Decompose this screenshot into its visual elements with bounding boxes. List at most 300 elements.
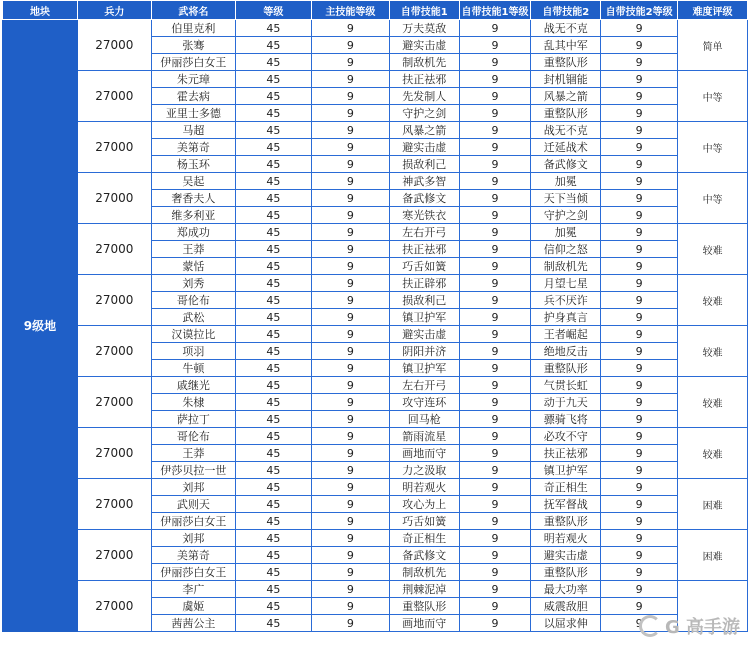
main-skill-level-cell: 9 (311, 139, 389, 156)
main-skill-level-cell: 9 (311, 275, 389, 292)
skill2-level-cell: 9 (601, 394, 678, 411)
level-cell: 45 (235, 258, 311, 275)
main-skill-level-cell: 9 (311, 445, 389, 462)
main-skill-level-cell: 9 (311, 37, 389, 54)
main-skill-level-cell: 9 (311, 224, 389, 241)
general-name-cell: 汉谟拉比 (151, 326, 235, 343)
table-row (3, 428, 748, 445)
skill2-cell: 月望七星 (531, 275, 601, 292)
general-name-cell: 王莽 (151, 445, 235, 462)
skill2-level-cell: 9 (601, 37, 678, 54)
general-name-cell: 武则天 (151, 496, 235, 513)
general-name-cell: 张骞 (151, 37, 235, 54)
skill1-level-cell: 9 (459, 530, 531, 547)
col-header: 自带技能2等级 (601, 1, 678, 20)
level-cell: 45 (235, 496, 311, 513)
col-header: 主技能等级 (311, 1, 389, 20)
troops-cell: 27000 (77, 326, 151, 377)
skill1-level-cell: 9 (459, 224, 531, 241)
skill2-level-cell: 9 (601, 564, 678, 581)
difficulty-cell: 困难 (678, 530, 748, 581)
skill2-level-cell: 9 (601, 71, 678, 88)
skill2-level-cell: 9 (601, 360, 678, 377)
skill2-cell: 天下当倾 (531, 190, 601, 207)
skill1-cell: 损敌利己 (389, 156, 459, 173)
skill1-level-cell: 9 (459, 360, 531, 377)
watermark-text: G 高手游 (664, 617, 740, 638)
level-cell: 45 (235, 37, 311, 54)
skill1-cell: 镇卫护军 (389, 360, 459, 377)
troops-cell: 27000 (77, 71, 151, 122)
level-cell: 45 (235, 173, 311, 190)
skill1-cell: 风暴之箭 (389, 122, 459, 139)
skill1-level-cell: 9 (459, 479, 531, 496)
general-name-cell: 杨玉环 (151, 156, 235, 173)
level-cell: 45 (235, 564, 311, 581)
skill1-level-cell: 9 (459, 37, 531, 54)
skill1-level-cell: 9 (459, 513, 531, 530)
main-skill-level-cell: 9 (311, 598, 389, 615)
skill1-level-cell: 9 (459, 394, 531, 411)
skill1-cell: 阴阳并济 (389, 343, 459, 360)
main-skill-level-cell: 9 (311, 190, 389, 207)
skill1-level-cell: 9 (459, 598, 531, 615)
skill2-cell: 战无不克 (531, 20, 601, 37)
difficulty-cell: 简单 (678, 20, 748, 71)
skill2-cell: 气贯长虹 (531, 377, 601, 394)
level-cell: 45 (235, 343, 311, 360)
level-cell: 45 (235, 394, 311, 411)
main-skill-level-cell: 9 (311, 258, 389, 275)
skill1-cell: 左右开弓 (389, 224, 459, 241)
skill1-level-cell: 9 (459, 581, 531, 598)
level-cell: 45 (235, 241, 311, 258)
level-cell: 45 (235, 207, 311, 224)
skill1-level-cell: 9 (459, 190, 531, 207)
skill2-level-cell: 9 (601, 326, 678, 343)
main-skill-level-cell: 9 (311, 479, 389, 496)
skill2-cell: 必攻不守 (531, 428, 601, 445)
skill1-cell: 备武修文 (389, 190, 459, 207)
skill2-cell: 动于九天 (531, 394, 601, 411)
skill2-cell: 战无不克 (531, 122, 601, 139)
difficulty-cell: 中等 (678, 122, 748, 173)
difficulty-cell: 较难 (678, 377, 748, 428)
skill2-cell: 骠骑飞将 (531, 411, 601, 428)
skill2-level-cell: 9 (601, 343, 678, 360)
general-name-cell: 牛顿 (151, 360, 235, 377)
level-cell: 45 (235, 122, 311, 139)
skill1-cell: 扶正祛邪 (389, 71, 459, 88)
main-skill-level-cell: 9 (311, 377, 389, 394)
difficulty-cell: 较难 (678, 275, 748, 326)
skill2-cell: 明若观火 (531, 530, 601, 547)
skill1-level-cell: 9 (459, 615, 531, 632)
skill1-cell: 守护之剑 (389, 105, 459, 122)
main-skill-level-cell: 9 (311, 241, 389, 258)
skill2-cell: 加冕 (531, 173, 601, 190)
general-name-cell: 萨拉丁 (151, 411, 235, 428)
skill1-cell: 制敌机先 (389, 564, 459, 581)
level-cell: 45 (235, 377, 311, 394)
main-skill-level-cell: 9 (311, 156, 389, 173)
col-header: 武将名 (151, 1, 235, 20)
skill2-cell: 封机锢能 (531, 71, 601, 88)
skill1-cell: 制敌机先 (389, 54, 459, 71)
region-cell: 9级地 (3, 20, 78, 632)
skill2-level-cell: 9 (601, 190, 678, 207)
level-cell: 45 (235, 20, 311, 37)
general-name-cell: 吴起 (151, 173, 235, 190)
skill2-level-cell: 9 (601, 462, 678, 479)
skill2-level-cell: 9 (601, 598, 678, 615)
skill1-cell: 画地而守 (389, 615, 459, 632)
general-name-cell: 伊丽莎白女王 (151, 564, 235, 581)
general-name-cell: 项羽 (151, 343, 235, 360)
level-cell: 45 (235, 598, 311, 615)
skill2-cell: 以屈求伸 (531, 615, 601, 632)
skill2-cell: 备武修文 (531, 156, 601, 173)
skill1-level-cell: 9 (459, 71, 531, 88)
skill1-level-cell: 9 (459, 88, 531, 105)
skill1-cell: 损敌利己 (389, 292, 459, 309)
main-skill-level-cell: 9 (311, 105, 389, 122)
skill1-level-cell: 9 (459, 156, 531, 173)
level-cell: 45 (235, 462, 311, 479)
skill1-level-cell: 9 (459, 343, 531, 360)
skill1-cell: 巧舌如簧 (389, 513, 459, 530)
skill2-cell: 王者崛起 (531, 326, 601, 343)
table-row (3, 71, 748, 88)
skill2-level-cell: 9 (601, 445, 678, 462)
skill2-level-cell: 9 (601, 20, 678, 37)
main-skill-level-cell: 9 (311, 326, 389, 343)
troops-cell: 27000 (77, 20, 151, 71)
troops-cell: 27000 (77, 224, 151, 275)
skill2-cell: 重整队形 (531, 54, 601, 71)
troops-cell: 27000 (77, 275, 151, 326)
skill2-cell: 风暴之箭 (531, 88, 601, 105)
troops-cell: 27000 (77, 581, 151, 632)
level-cell: 45 (235, 292, 311, 309)
skill1-level-cell: 9 (459, 241, 531, 258)
skill1-cell: 左右开弓 (389, 377, 459, 394)
skill1-level-cell: 9 (459, 445, 531, 462)
general-name-cell: 伊丽莎白女王 (151, 513, 235, 530)
general-name-cell: 刘秀 (151, 275, 235, 292)
skill1-level-cell: 9 (459, 411, 531, 428)
table-row (3, 377, 748, 394)
skill2-cell: 加冕 (531, 224, 601, 241)
skill2-cell: 避实击虚 (531, 547, 601, 564)
skill1-level-cell: 9 (459, 122, 531, 139)
skill2-cell: 重整队形 (531, 513, 601, 530)
level-cell: 45 (235, 71, 311, 88)
level-cell: 45 (235, 105, 311, 122)
general-name-cell: 亚里士多德 (151, 105, 235, 122)
skill1-cell: 荆棘泥淖 (389, 581, 459, 598)
troops-cell: 27000 (77, 428, 151, 479)
skill1-cell: 先发制人 (389, 88, 459, 105)
general-name-cell: 霍去病 (151, 88, 235, 105)
general-name-cell: 戚继光 (151, 377, 235, 394)
skill1-level-cell: 9 (459, 207, 531, 224)
skill2-level-cell: 9 (601, 615, 678, 632)
general-name-cell: 哥伦布 (151, 428, 235, 445)
troops-cell: 27000 (77, 377, 151, 428)
general-name-cell: 维多利亚 (151, 207, 235, 224)
main-skill-level-cell: 9 (311, 207, 389, 224)
main-skill-level-cell: 9 (311, 173, 389, 190)
skill2-cell: 奇正相生 (531, 479, 601, 496)
skill1-level-cell: 9 (459, 496, 531, 513)
skill1-cell: 避实击虚 (389, 139, 459, 156)
skill2-cell: 乱其中军 (531, 37, 601, 54)
skill2-level-cell: 9 (601, 411, 678, 428)
col-header: 地块 (3, 1, 78, 20)
troops-cell: 27000 (77, 479, 151, 530)
col-header: 自带技能1 (389, 1, 459, 20)
skill2-cell: 重整队形 (531, 564, 601, 581)
skill1-cell: 避实击虚 (389, 37, 459, 54)
main-skill-level-cell: 9 (311, 581, 389, 598)
skill2-level-cell: 9 (601, 258, 678, 275)
table-row (3, 326, 748, 343)
main-skill-level-cell: 9 (311, 309, 389, 326)
table-row (3, 173, 748, 190)
table-row (3, 581, 748, 598)
general-name-cell: 哥伦布 (151, 292, 235, 309)
skill2-cell: 守护之剑 (531, 207, 601, 224)
skill1-cell: 明若观火 (389, 479, 459, 496)
skill1-cell: 寒光铁衣 (389, 207, 459, 224)
main-skill-level-cell: 9 (311, 54, 389, 71)
skill1-cell: 攻心为上 (389, 496, 459, 513)
main-skill-level-cell: 9 (311, 428, 389, 445)
skill2-level-cell: 9 (601, 173, 678, 190)
table-row (3, 20, 748, 37)
skill1-cell: 箭雨流星 (389, 428, 459, 445)
skill1-level-cell: 9 (459, 54, 531, 71)
skill2-cell: 威震敌胆 (531, 598, 601, 615)
skill1-cell: 力之汲取 (389, 462, 459, 479)
skill2-level-cell: 9 (601, 241, 678, 258)
general-name-cell: 茜茜公主 (151, 615, 235, 632)
skill1-cell: 攻守连环 (389, 394, 459, 411)
skill1-level-cell: 9 (459, 564, 531, 581)
skill2-cell: 重整队形 (531, 360, 601, 377)
skill2-level-cell: 9 (601, 377, 678, 394)
skill2-cell: 镇卫护军 (531, 462, 601, 479)
col-header: 自带技能1等级 (459, 1, 531, 20)
level-cell: 45 (235, 190, 311, 207)
general-name-cell: 刘邦 (151, 530, 235, 547)
table-row (3, 122, 748, 139)
skill1-cell: 重整队形 (389, 598, 459, 615)
difficulty-cell: 困难 (678, 479, 748, 530)
skill2-level-cell: 9 (601, 88, 678, 105)
skill1-level-cell: 9 (459, 462, 531, 479)
main-skill-level-cell: 9 (311, 496, 389, 513)
skill1-level-cell: 9 (459, 292, 531, 309)
level-cell: 45 (235, 581, 311, 598)
skill2-level-cell: 9 (601, 156, 678, 173)
level-cell: 45 (235, 530, 311, 547)
skill2-cell: 兵不厌诈 (531, 292, 601, 309)
col-header: 自带技能2 (531, 1, 601, 20)
skill2-cell: 抚军督战 (531, 496, 601, 513)
skill2-level-cell: 9 (601, 105, 678, 122)
difficulty-cell: 较难 (678, 428, 748, 479)
skill2-level-cell: 9 (601, 207, 678, 224)
skill2-level-cell: 9 (601, 479, 678, 496)
skill2-cell: 重整队形 (531, 105, 601, 122)
difficulty-cell: 较难 (678, 326, 748, 377)
skill1-cell: 万夫莫敌 (389, 20, 459, 37)
level-cell: 45 (235, 54, 311, 71)
general-name-cell: 刘邦 (151, 479, 235, 496)
skill1-cell: 镇卫护军 (389, 309, 459, 326)
col-header: 难度评级 (678, 1, 748, 20)
skill2-level-cell: 9 (601, 54, 678, 71)
main-skill-level-cell: 9 (311, 547, 389, 564)
difficulty-table (2, 0, 748, 632)
skill1-cell: 扶正辟邪 (389, 275, 459, 292)
troops-cell: 27000 (77, 530, 151, 581)
difficulty-cell: 中等 (678, 71, 748, 122)
main-skill-level-cell: 9 (311, 292, 389, 309)
table-body (3, 20, 748, 632)
skill2-level-cell: 9 (601, 428, 678, 445)
main-skill-level-cell: 9 (311, 394, 389, 411)
general-name-cell: 虞姬 (151, 598, 235, 615)
level-cell: 45 (235, 309, 311, 326)
main-skill-level-cell: 9 (311, 564, 389, 581)
skill1-cell: 巧舌如簧 (389, 258, 459, 275)
skill1-level-cell: 9 (459, 105, 531, 122)
skill1-level-cell: 9 (459, 258, 531, 275)
general-name-cell: 郑成功 (151, 224, 235, 241)
general-name-cell: 马超 (151, 122, 235, 139)
general-name-cell: 李广 (151, 581, 235, 598)
skill1-level-cell: 9 (459, 173, 531, 190)
skill2-level-cell: 9 (601, 122, 678, 139)
col-header: 兵力 (77, 1, 151, 20)
level-cell: 45 (235, 411, 311, 428)
difficulty-cell: 中等 (678, 173, 748, 224)
main-skill-level-cell: 9 (311, 462, 389, 479)
skill2-cell: 制敌机先 (531, 258, 601, 275)
skill1-level-cell: 9 (459, 377, 531, 394)
main-skill-level-cell: 9 (311, 20, 389, 37)
main-skill-level-cell: 9 (311, 360, 389, 377)
table-row (3, 479, 748, 496)
general-name-cell: 蒙恬 (151, 258, 235, 275)
skill1-level-cell: 9 (459, 139, 531, 156)
skill1-level-cell: 9 (459, 309, 531, 326)
skill1-level-cell: 9 (459, 20, 531, 37)
level-cell: 45 (235, 428, 311, 445)
skill1-level-cell: 9 (459, 326, 531, 343)
skill1-cell: 避实击虚 (389, 326, 459, 343)
general-name-cell: 伊丽莎白女王 (151, 54, 235, 71)
table-row (3, 275, 748, 292)
general-name-cell: 伯里克利 (151, 20, 235, 37)
general-name-cell: 武松 (151, 309, 235, 326)
skill1-level-cell: 9 (459, 547, 531, 564)
table-row (3, 224, 748, 241)
level-cell: 45 (235, 224, 311, 241)
skill1-cell: 回马枪 (389, 411, 459, 428)
level-cell: 45 (235, 360, 311, 377)
main-skill-level-cell: 9 (311, 122, 389, 139)
skill2-level-cell: 9 (601, 309, 678, 326)
table-row (3, 530, 748, 547)
skill2-cell: 扶正祛邪 (531, 445, 601, 462)
main-skill-level-cell: 9 (311, 530, 389, 547)
skill1-cell: 扶正祛邪 (389, 241, 459, 258)
level-cell: 45 (235, 547, 311, 564)
level-cell: 45 (235, 275, 311, 292)
level-cell: 45 (235, 513, 311, 530)
main-skill-level-cell: 9 (311, 343, 389, 360)
level-cell: 45 (235, 156, 311, 173)
general-name-cell: 奢香夫人 (151, 190, 235, 207)
general-name-cell: 伊莎贝拉一世 (151, 462, 235, 479)
skill2-cell: 绝地反击 (531, 343, 601, 360)
main-skill-level-cell: 9 (311, 88, 389, 105)
troops-cell: 27000 (77, 122, 151, 173)
skill1-level-cell: 9 (459, 428, 531, 445)
main-skill-level-cell: 9 (311, 513, 389, 530)
level-cell: 45 (235, 88, 311, 105)
difficulty-cell (678, 581, 748, 632)
skill2-cell: 最大功率 (531, 581, 601, 598)
general-name-cell: 美第奇 (151, 139, 235, 156)
level-cell: 45 (235, 326, 311, 343)
general-name-cell: 朱棣 (151, 394, 235, 411)
header-row (3, 1, 748, 20)
skill2-level-cell: 9 (601, 139, 678, 156)
skill2-level-cell: 9 (601, 224, 678, 241)
skill1-cell: 神武多智 (389, 173, 459, 190)
skill2-level-cell: 9 (601, 496, 678, 513)
skill1-cell: 画地而守 (389, 445, 459, 462)
skill2-cell: 信仰之怒 (531, 241, 601, 258)
main-skill-level-cell: 9 (311, 71, 389, 88)
level-cell: 45 (235, 479, 311, 496)
skill1-cell: 奇正相生 (389, 530, 459, 547)
skill2-level-cell: 9 (601, 275, 678, 292)
general-name-cell: 美第奇 (151, 547, 235, 564)
troops-cell: 27000 (77, 173, 151, 224)
col-header: 等级 (235, 1, 311, 20)
skill2-level-cell: 9 (601, 581, 678, 598)
level-cell: 45 (235, 445, 311, 462)
general-name-cell: 王莽 (151, 241, 235, 258)
main-skill-level-cell: 9 (311, 411, 389, 428)
skill1-level-cell: 9 (459, 275, 531, 292)
main-skill-level-cell: 9 (311, 615, 389, 632)
difficulty-cell: 较难 (678, 224, 748, 275)
level-cell: 45 (235, 139, 311, 156)
level-cell: 45 (235, 615, 311, 632)
skill2-level-cell: 9 (601, 292, 678, 309)
skill1-cell: 备武修文 (389, 547, 459, 564)
skill2-cell: 迁延战术 (531, 139, 601, 156)
skill2-level-cell: 9 (601, 513, 678, 530)
skill2-level-cell: 9 (601, 530, 678, 547)
